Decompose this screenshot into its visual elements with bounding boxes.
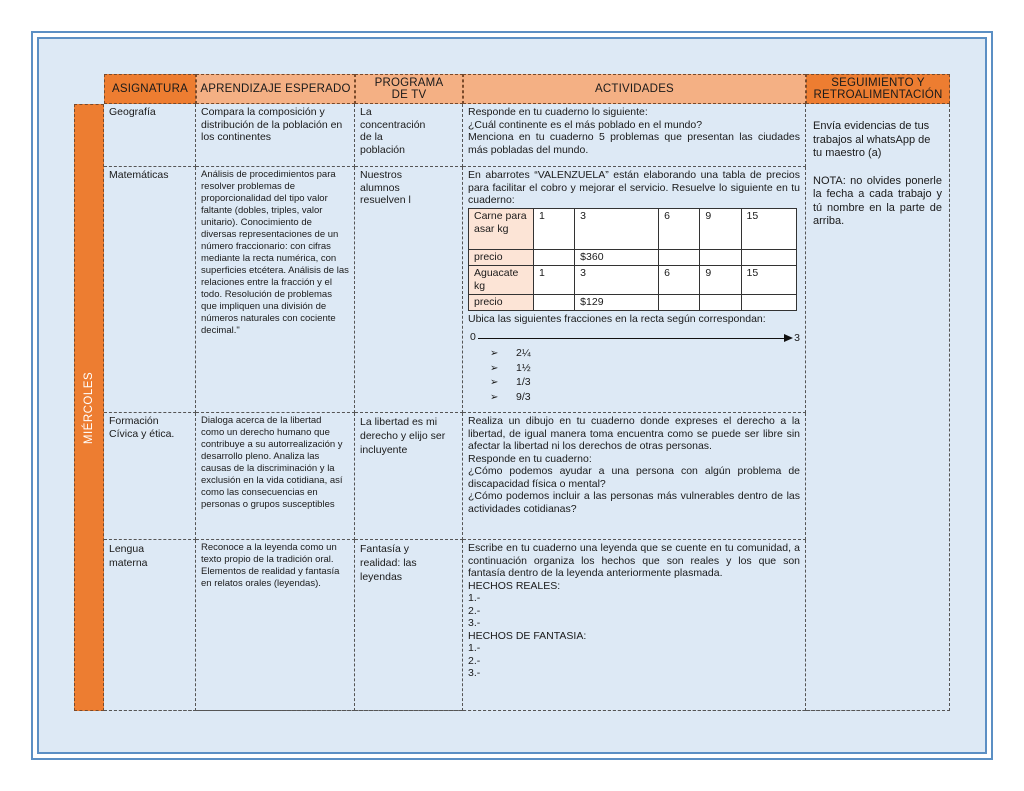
fraction-list bbox=[468, 346, 800, 404]
table-row bbox=[469, 265, 797, 294]
row-lengua-aprendizaje: Reconoce a la leyenda como un texto propio de la tradición oral. Elementos de realidad y fantasía en relatos orales (leyendas). bbox=[196, 540, 355, 711]
hechos-reales-title: HECHOS REALES: bbox=[468, 579, 561, 592]
arrow-bullet-icon: ➢ bbox=[490, 362, 499, 374]
seguimiento-nota: NOTA: no olvides ponerle la fecha a cada trabajo y tú nombre en la parte de arriba. bbox=[813, 174, 942, 227]
table-label: Carne para asar kg bbox=[469, 208, 534, 249]
table-cell: 1 bbox=[534, 208, 575, 249]
header-seguimiento: SEGUIMIENTO Y RETROALIMENTACIÓN bbox=[806, 74, 950, 104]
list-item: 1.- bbox=[468, 642, 481, 654]
list-item: 3.- bbox=[468, 667, 481, 679]
row-matematicas-programa: Nuestros alumnos resuelven l bbox=[355, 167, 463, 413]
number-line bbox=[468, 330, 800, 346]
table-cell bbox=[741, 294, 797, 310]
table-cell: 3 bbox=[575, 265, 659, 294]
row-lengua-programa: Fantasía y realidad: las leyendas bbox=[355, 540, 463, 711]
list-item: ➢ 2¼ bbox=[490, 346, 800, 361]
hechos-fantasia-title: HECHOS DE FANTASIA: bbox=[468, 629, 587, 642]
table-cell bbox=[741, 249, 797, 265]
matematicas-intro: En abarrotes “VALENZUELA” están elaborando una tabla de precios para facilitar el cobro y mejorar el servicio. Resuelve lo siguiente en tu cuaderno: bbox=[468, 169, 800, 206]
table-cell: 9 bbox=[700, 265, 741, 294]
row-matematicas-aprendizaje: Análisis de procedimientos para resolver problemas de proporcionalidad del tipo valor faltante (dobles, triples, valor unitario). Conocimiento de diversas representaciones de un número fraccionario: con cifras mediante la recta numérica, con superficies etcétera. Análisis de las relaciones entre la fracción y el todo. Resolución de problemas que impliquen una división de números naturales con cociente decimal." bbox=[196, 167, 355, 413]
row-lengua-asignatura: Lengua materna bbox=[104, 540, 196, 711]
header-actividades: ACTIVIDADES bbox=[463, 74, 806, 104]
civica-pregunta-2: ¿Cómo podemos incluir a las personas más vulnerables dentro de las actividades cotidianas? bbox=[468, 490, 800, 515]
price-table bbox=[468, 208, 797, 311]
number-line-start: 0 bbox=[470, 331, 476, 343]
table-cell: 1 bbox=[534, 265, 575, 294]
arrow-bullet-icon: ➢ bbox=[490, 377, 499, 388]
row-civica-asignatura: Formación Cívica y ética. bbox=[104, 413, 196, 540]
table-cell bbox=[534, 249, 575, 265]
table-row bbox=[469, 208, 797, 249]
table-label: precio bbox=[469, 294, 534, 310]
row-civica-programa: La libertad es mi derecho y elijo ser incluyente bbox=[355, 413, 463, 540]
table-cell: 15 bbox=[741, 265, 797, 294]
row-lengua-actividades bbox=[463, 540, 806, 711]
arrow-bullet-icon: ➢ bbox=[490, 348, 499, 359]
table-cell: $360 bbox=[575, 249, 659, 265]
table-cell: $129 bbox=[575, 294, 659, 310]
header-programa: PROGRAMA DE TV bbox=[355, 74, 463, 104]
geografia-instruccion: Responde en tu cuaderno lo siguiente: bbox=[468, 106, 648, 118]
seguimiento-cell bbox=[806, 104, 950, 711]
list-item: 1.- bbox=[468, 592, 481, 604]
list-item: 3.- bbox=[468, 617, 481, 629]
row-matematicas-asignatura: Matemáticas bbox=[104, 167, 196, 413]
table-cell bbox=[700, 249, 741, 265]
arrow-bullet-icon: ➢ bbox=[490, 391, 499, 403]
table-cell bbox=[659, 294, 700, 310]
table-cell: 3 bbox=[575, 208, 659, 249]
list-item: ➢ 1/3 bbox=[490, 375, 800, 390]
geografia-tarea: Menciona en tu cuaderno 5 problemas que presentan las ciudades más pobladas del mundo. bbox=[468, 131, 800, 156]
row-civica-aprendizaje: Dialoga acerca de la libertad como un derecho humano que contribuye a su autorrealización y desarrollo pleno. Analiza las causas de la discriminación y la exclusión en la vida cotidiana, así como las consecuencias en personas o grupos susceptibles bbox=[196, 413, 355, 540]
number-line-end: 3 bbox=[794, 332, 800, 344]
table-row bbox=[469, 249, 797, 265]
table-cell bbox=[659, 249, 700, 265]
row-geografia-asignatura: Geografía bbox=[104, 104, 196, 167]
seguimiento-evidencias: Envía evidencias de tus trabajos al whatsApp de tu maestro (a) bbox=[813, 120, 931, 159]
table-row bbox=[469, 294, 797, 310]
civica-pregunta-1: ¿Cómo podemos ayudar a una persona con algún problema de discapacidad física o mental? bbox=[468, 465, 800, 490]
header-aprendizaje: APRENDIZAJE ESPERADO bbox=[196, 74, 355, 104]
row-geografia-actividades bbox=[463, 104, 806, 167]
row-geografia-programa: La concentración de la población bbox=[355, 104, 463, 167]
civica-instruccion: Responde en tu cuaderno: bbox=[468, 452, 592, 465]
table-cell: 9 bbox=[700, 208, 741, 249]
number-line-axis bbox=[478, 338, 786, 339]
list-item: ➢ 9/3 bbox=[490, 390, 800, 405]
geografia-pregunta: ¿Cuál continente es el más poblado en el mundo? bbox=[468, 118, 703, 131]
table-cell: 6 bbox=[659, 208, 700, 249]
arrow-right-icon bbox=[784, 334, 793, 342]
table-label: precio bbox=[469, 249, 534, 265]
list-item: ➢ 1½ bbox=[490, 361, 800, 376]
table-cell: 15 bbox=[741, 208, 797, 249]
lengua-intro: Escribe en tu cuaderno una leyenda que se cuente en tu comunidad, a continuación organiza los hechos que son reales y los que son fantasía dentro de la leyenda anteriormente plasmada. bbox=[468, 542, 800, 579]
header-asignatura: ASIGNATURA bbox=[104, 74, 196, 104]
table-cell: 6 bbox=[659, 265, 700, 294]
row-geografia-aprendizaje: Compara la composición y distribución de la población en los continentes bbox=[196, 104, 355, 167]
table-label: Aguacate kg bbox=[469, 265, 534, 294]
table-cell bbox=[700, 294, 741, 310]
row-matematicas-actividades bbox=[463, 167, 806, 413]
row-civica-actividades bbox=[463, 413, 806, 540]
civica-dibujo: Realiza un dibujo en tu cuaderno donde expreses el derecho a la libertad, de igual manera toma encuentra como se puede ser libre sin afectar la libertad ni los derechos de otras personas. bbox=[468, 415, 800, 452]
table-cell bbox=[534, 294, 575, 310]
day-label: MIÉRCOLES bbox=[74, 104, 104, 711]
list-item: 2.- bbox=[468, 654, 481, 667]
list-item: 2.- bbox=[468, 604, 481, 617]
recta-instruccion: Ubica las siguientes fracciones en la recta según correspondan: bbox=[468, 312, 766, 325]
